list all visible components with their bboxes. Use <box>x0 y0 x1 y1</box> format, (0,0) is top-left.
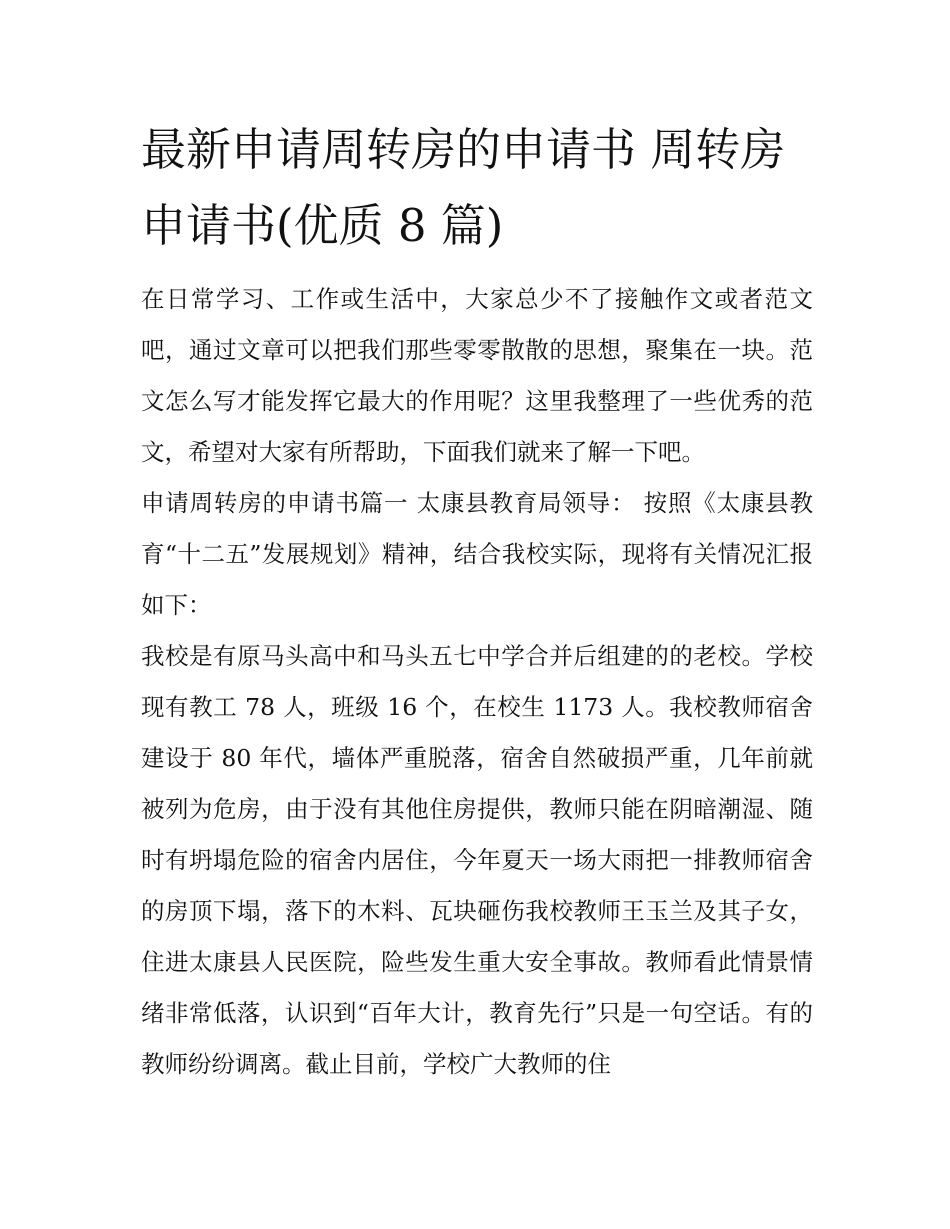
paragraph-intro: 在日常学习、工作或生活中，大家总少不了接触作文或者范文吧，通过文章可以把我们那些零零散散的思想，聚集在一块。范文怎么写才能发挥它最大的作用呢？这里我整理了一些优秀的范文，希望对大家有所帮助，下面我们就来了解一下吧。 <box>141 285 813 466</box>
paragraph-school-situation: 我校是有原马头高中和马头五七中学合并后组建的的老校。学校现有教工 78 人，班级 16 个，在校生 1173 人。我校教师宿舍建设于 80 年代，墙体严重脱落，宿舍自然破损严重，几年前就被列为危房，由于没有其他住房提供，教师只能在阴暗潮湿、随时有坍塌危险的宿舍内居住，今年夏天一场大雨把一排教师宿舍的房顶下塌，落下的木料、瓦块砸伤我校教师王玉兰及其子女，住进太康县人民医院，险些发生重大安全事故。教师看此情景情绪非常低落，认识到“百年大计，教育先行”只是一句空话。有的教师纷纷调离。截止目前，学校广大教师的住 <box>141 642 813 1078</box>
document-content <box>141 112 813 1090</box>
document-title: 最新申请周转房的申请书 周转房申请书(优质 8 篇) <box>141 123 786 252</box>
paragraph-application-opening: 申请周转房的申请书篇一 太康县教育局领导： 按照《太康县教育“十二五”发展规划》精神，结合我校实际，现将有关情况汇报如下： <box>141 489 813 619</box>
document-body <box>141 274 813 1090</box>
